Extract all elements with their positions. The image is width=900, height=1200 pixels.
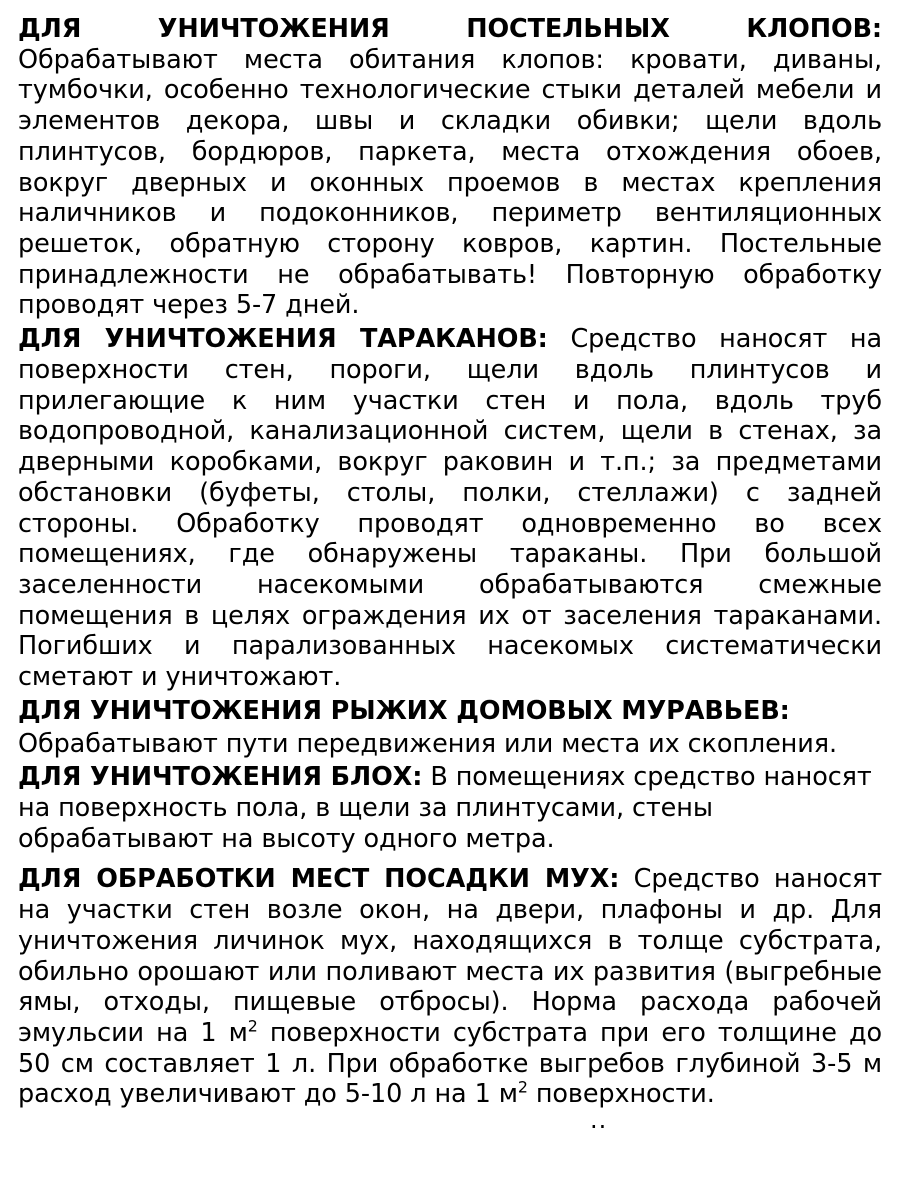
scan-artifact-mark: .. [590,1106,608,1135]
section-bedbugs-body: Обрабатывают места обитания клопов: кровати, диваны, тумбочки, особенно технологические стыки деталей мебели и элементов декора, швы и складки обивки; щели вдоль плинтусов, бордюров, паркета, места отхождения обоев, вокруг дверных и оконных проемов в местах крепления наличников и подоконников, периметр вентиляционных решеток, обратную сторону ковров, картин. Постельные принадлежности не обрабатывать! Повторную обработку проводят через 5-7 дней. [18,44,882,321]
section-fleas [18,762,882,854]
section-flies-superscript-2: 2 [517,1077,528,1097]
section-flies-heading: ДЛЯ ОБРАБОТКИ МЕСТ ПОСАДКИ МУХ: [18,864,620,895]
section-flies-superscript-1: 2 [247,1016,258,1036]
section-cockroaches-heading: ДЛЯ УНИЧТОЖЕНИЯ ТАРАКАНОВ: [18,324,548,355]
section-fleas-heading: ДЛЯ УНИЧТОЖЕНИЯ БЛОХ: [18,762,423,793]
section-bedbugs-heading: ДЛЯ УНИЧТОЖЕНИЯ ПОСТЕЛЬНЫХ КЛОПОВ: [18,14,882,44]
section-flies-body-part1: Средство наносят на участки стен возле окон, на двери, плафоны и др. Для уничтожения личинок мух, находящихся в толще субстрата, обильно орошают или поливают места их развития (выгребные ямы, отходы, пищевые отбросы). Норма расхода рабочей эмульсии на 1 м [18,864,882,1048]
section-flies-body-part3: поверхности. [527,1079,715,1110]
section-ants-heading: ДЛЯ УНИЧТОЖЕНИЯ РЫЖИХ ДОМОВЫХ МУРАВЬЕВ: [18,695,790,726]
section-bedbugs [18,14,882,321]
scan-artifact-row [18,1106,882,1142]
section-cockroaches-body: Средство наносят на поверхности стен, пороги, щели вдоль плинтусов и прилегающие к ним участки стен и пола, вдоль труб водопроводной, канализационной систем, щели в стенах, за дверными коробками, вокруг раковин и т.п.; за предметами обстановки (буфеты, столы, полки, стеллажи) с задней стороны. Обработку проводят одновременно во всех помещениях, где обнаружены тараканы. При большой заселенности насекомыми обрабатываются смежные помещения в целях ограждения их от заселения тараканами. Погибших и парализованных насекомых систематически сметают и уничтожают. [18,324,882,693]
section-ants-heading-line [18,696,882,727]
section-cockroaches [18,324,882,693]
section-fleas-body: В помещениях средство наносят на поверхность пола, в щели за плинтусами, стены обрабатывают на высоту одного метра. [18,762,872,854]
section-flies-body-part2: поверхности субстрата при его толщине до 50 см составляет 1 л. При обработке выгребов глубиной 3-5 м расход увеличивают до 5-10 л на 1 м [18,1018,882,1110]
section-flies [18,864,882,1110]
section-ants-body-line [18,729,882,760]
section-ants-body: Обрабатывают пути передвижения или места их скопления. [18,728,837,759]
